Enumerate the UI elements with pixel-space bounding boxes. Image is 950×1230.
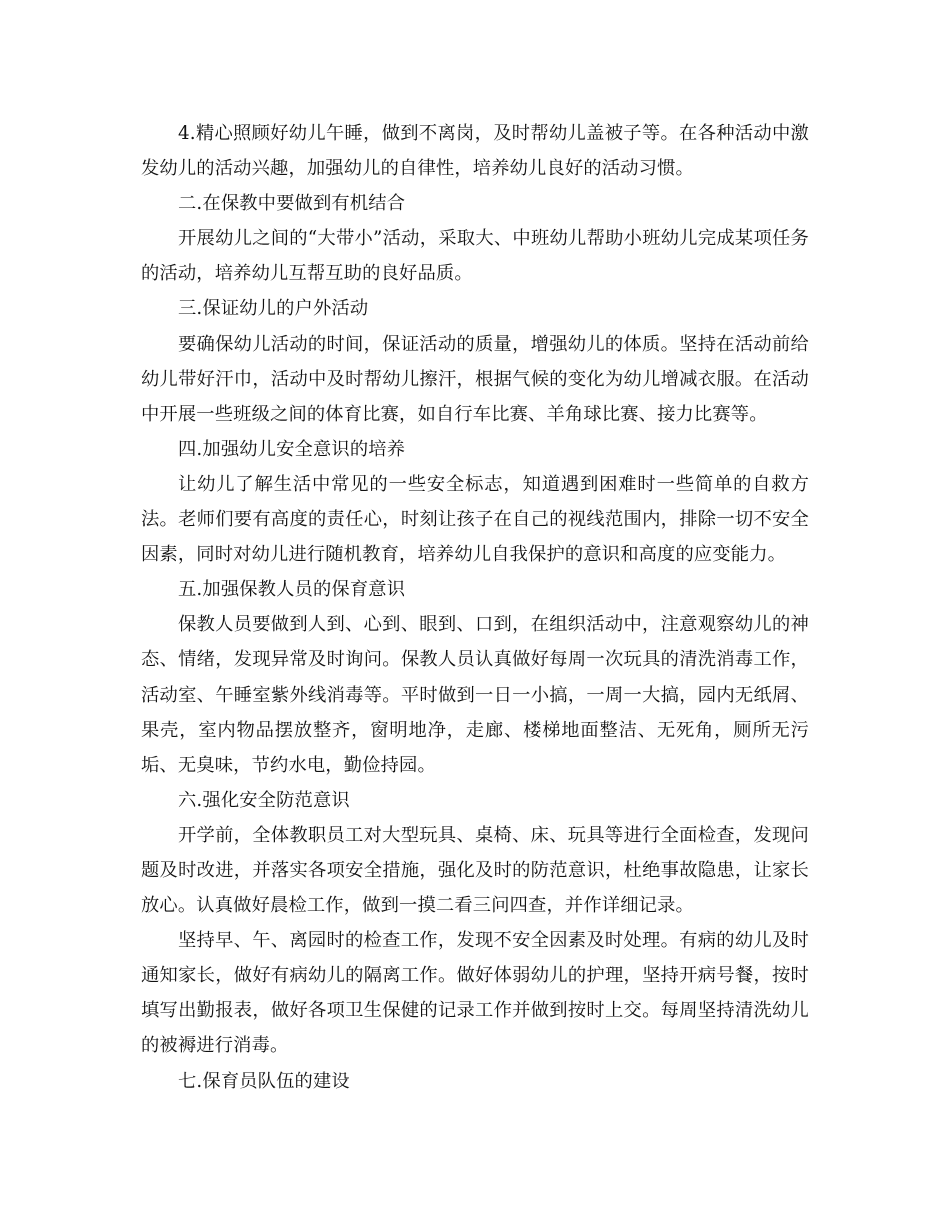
section-heading-3: 三.保证幼儿的户外活动 <box>178 298 369 320</box>
paragraph-section-6-b: 坚持早、午、离园时的检查工作，发现不安全因素及时处理。有病的幼儿及时通知家长，做好有病幼儿的隔离工作。做好体弱幼儿的护理，坚持开病号餐，按时填写出勤报表，做好各项卫生保健的记录工作并做到按时上交。每周坚持清洗幼儿的被褥进行消毒。 <box>141 930 809 1057</box>
section-heading-2: 二.在保教中要做到有机结合 <box>178 193 406 215</box>
paragraph-section-4: 让幼儿了解生活中常见的一些安全标志，知道遇到困难时一些简单的自救方法。老师们要有高度的责任心，时刻让孩子在自己的视线范围内，排除一切不安全因素，同时对幼儿进行随机教育，培养幼儿自我保护的意识和高度的应变能力。 <box>141 473 809 566</box>
paragraph-item-4: 4.精心照顾好幼儿午睡，做到不离岗，及时帮幼儿盖被子等。在各种活动中激发幼儿的活动兴趣，加强幼儿的自律性，培养幼儿良好的活动习惯。 <box>141 123 809 180</box>
section-heading-6: 六.强化安全防范意识 <box>178 789 350 811</box>
document-body <box>141 116 809 1099</box>
section-heading-4: 四.加强幼儿安全意识的培养 <box>178 438 406 460</box>
section-heading-5: 五.加强保教人员的保育意识 <box>178 579 406 601</box>
paragraph-section-5: 保教人员要做到人到、心到、眼到、口到，在组织活动中，注意观察幼儿的神态、情绪，发现异常及时询问。保教人员认真做好每周一次玩具的清洗消毒工作，活动室、午睡室紫外线消毒等。平时做到一日一小搞，一周一大搞，园内无纸屑、果壳，室内物品摆放整齐，窗明地净，走廊、楼梯地面整洁、无死角，厕所无污垢、无臭味，节约水电，勤俭持园。 <box>141 614 809 776</box>
section-heading-7: 七.保育员队伍的建设 <box>178 1070 350 1092</box>
paragraph-section-6-a: 开学前，全体教职员工对大型玩具、桌椅、床、玩具等进行全面检查，发现问题及时改进，并落实各项安全措施，强化及时的防范意识，杜绝事故隐患，让家长放心。认真做好晨检工作，做到一摸二看三问四查，并作详细记录。 <box>141 824 809 917</box>
paragraph-section-2: 开展幼儿之间的“大带小”活动，采取大、中班幼儿帮助小班幼儿完成某项任务的活动，培养幼儿互帮互助的良好品质。 <box>141 228 809 285</box>
paragraph-section-3: 要确保幼儿活动的时间，保证活动的质量，增强幼儿的体质。坚持在活动前给幼儿带好汗巾，活动中及时帮幼儿擦汗，根据气候的变化为幼儿增减衣服。在活动中开展一些班级之间的体育比赛，如自行车比赛、羊角球比赛、接力比赛等。 <box>141 333 809 425</box>
